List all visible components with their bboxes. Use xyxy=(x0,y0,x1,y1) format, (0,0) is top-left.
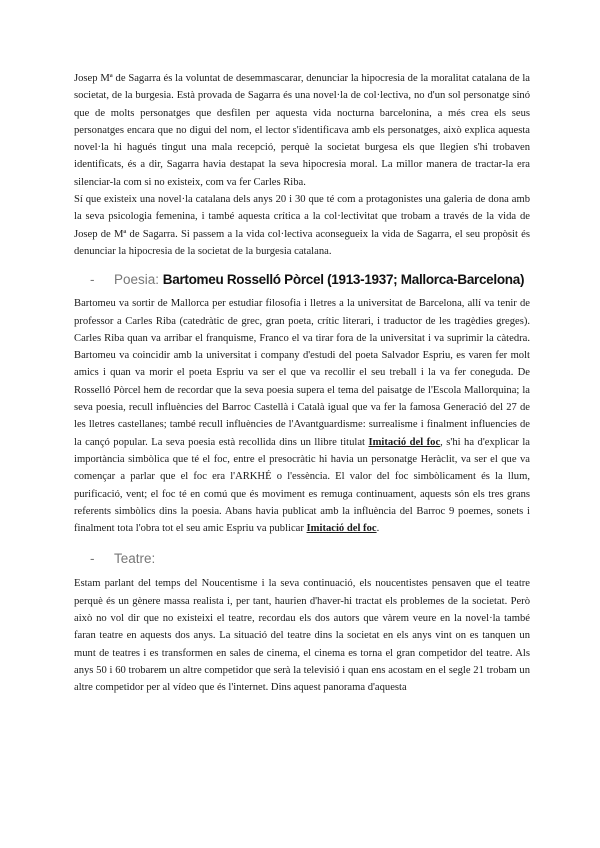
heading-label: Poesia: xyxy=(114,272,160,288)
paragraph-sagarra-intro: Josep Mª de Sagarra és la voluntat de desemmascarar, denunciar la hipocresia de la moralitat catalana de la societat, de la burgesia. Està provada de Sagarra és una novel·la de col·lectiva, no d'un sol personatge sinó que de molts personatges que desfilen per aquesta vida nocturna barcelonina, a més crea els seus personatges encara que no digui del nom, el lector s'identificava amb els personatges, això explica aquesta novel·la hi hagués tingut una mala recepció, perquè la societat burgesa els que llegien s'hi trobaven identificats, és a dir, Sagarra havia destapat la seva hipocresia moral. La millor manera de tractar-la era silenciar-la com si no existeix, com va fer Carles Riba. xyxy=(74,73,530,188)
paragraph-text: , s'hi ha d'explicar la importància simbòlica que té el foc, entre el presocràtic hi havia un personatge Heràclit, va ser el que va començar a parlar que el foc era l'ARKHÉ o l'essència. El valor del foc simbòlicament és la llum, purificació, vent; el foc té en comú que és moviment es remuga continuament, aquests són els tres grans referents simbòlics dins la poesia. Abans havia publicat amb la influència del Barroc 9 poemes, sonets i finalment tota l'obra tot el seu amic Espriu va publicar xyxy=(74,436,530,535)
section-heading-teatre xyxy=(74,551,530,566)
section-heading-poesia xyxy=(74,272,530,287)
heading-label: Teatre: xyxy=(114,551,156,567)
paragraph-text: Bartomeu va sortir de Mallorca per estudiar filosofia i lletres a la universitat de Barcelona, allí va tenir de professor a Carles Riba (catedràtic de grec, gran poeta, crític literari, i traductor de les tragèdies greges). Carles Riba quan va arribar el franquisme, Franco el va tirar fora de la universitat i va suprimir la càtedra. Bartomeu va coincidir amb la universitat i company d'estudi del poeta Salvador Espriu, es varen fer molt amics i quan va morir el poeta Espriu va ser el que va recollir el seu treball i la va fer coneguda. De Rosselló Pòrcel hem de recordar que la seva poesia supera el tema del paisatge de l'Escola Mallorquina; la seva poesia, recull influències del Barroc Castellà i Català igual que va fer la famosa Generació del 27 de les lletres castellanes; també recull influències de l'Avantguardisme: surrealisme i finalment influencies de la cançó popular. La seva poesia està recollida dins un llibre titulat xyxy=(74,298,530,448)
paragraph-sagarra-novel: Sí que existeix una novel·la catalana dels anys 20 i 30 que té com a protagonistes una galeria de dona amb la seva psicologia femenina, i també aquesta crítica a la col·lectivitat que trobam a través de la vida de Josep de Mª de Sagarra. Si passem a la vida col·lectiva aconsegueix la vida de Sagarra, el seu propòsit és denunciar la hipocresia de la societat de la burgesia catalana. xyxy=(74,194,530,257)
list-dash: - xyxy=(90,551,95,567)
paragraph-text: . xyxy=(376,523,380,535)
heading-title: Bartomeu Rosselló Pòrcel (1913-1937; Mallorca-Barcelona) xyxy=(162,272,525,288)
paragraph-rossello-porcel xyxy=(74,295,530,537)
list-dash: - xyxy=(90,272,95,288)
book-title: Imitació del foc xyxy=(306,523,377,535)
book-title: Imitació del foc xyxy=(368,436,441,448)
paragraph-teatre: Estam parlant del temps del Noucentisme i la seva continuació, els noucentistes pensaven que el teatre perquè és un gènere massa realista i, per tant, haurien d'haver-hi tractat els problemes de la societat. Però això no vol dir que no existeixi el teatre, recordau els dos autors que vàrem veure en la novel·la també faran teatre en aquests dos anys. La situació del teatre dins la societat en els anys vint on es tanquen un munt de teatres i es transformen en sales de cinema, el cinema es torna el gran competidor del teatre. Als anys 50 i 60 trobarem un altre competidor que serà la televisió i quan ens acostam en el segle 21 trobam un altre competidor per al vídeo que és l'internet. Dins aquest panorama d'aquesta xyxy=(74,578,530,694)
